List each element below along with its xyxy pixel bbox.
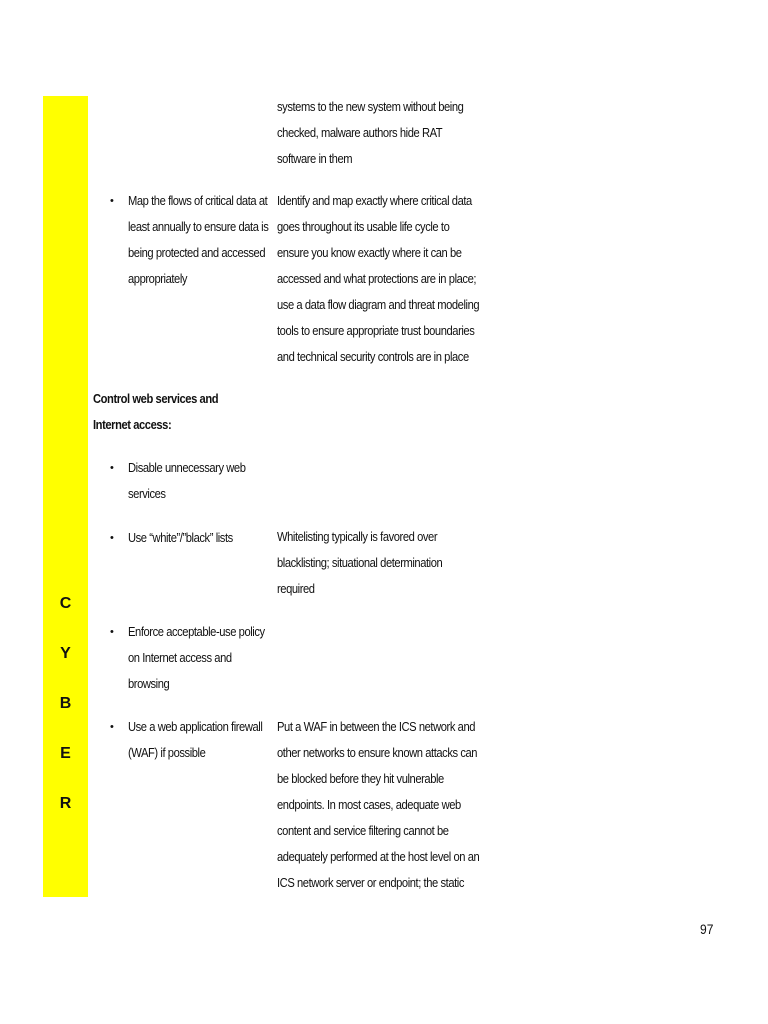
- cyber-sidebar: [43, 96, 88, 897]
- sidebar-letter-y: Y: [60, 645, 71, 662]
- sidebar-letters: [43, 594, 88, 844]
- continuation-description: systems to the new system without being checked, malware authors hide RAT software in them: [277, 99, 464, 166]
- lists-action: Use “white”/”black” lists: [128, 530, 233, 545]
- bullet-icon: •: [110, 626, 114, 638]
- map-flows-description: Identify and map exactly where critical data goes throughout its usable life cycle to ensure you know exactly where it can be accessed and what protections are in place; use a data flow diagram and threat modeling tools to ensure appropriate trust boundaries and technical security controls are in place: [277, 193, 480, 364]
- map-flows-action: Map the flows of critical data at least annually to ensure data is being protected and accessed appropriately: [128, 193, 269, 286]
- sidebar-letter-b: B: [59, 695, 72, 712]
- waf-description: Put a WAF in between the ICS network and other networks to ensure known attacks can be blocked before they hit vulnerable endpoints. In most cases, adequate web content and service filtering cannot be adequately performed at the host level on an ICS network server or endpoint; the static: [277, 719, 480, 890]
- lists-description: Whitelisting typically is favored over blacklisting; situational determination required: [277, 529, 443, 596]
- waf-action: Use a web application firewall (WAF) if possible: [128, 719, 263, 760]
- sidebar-letter-r: R: [59, 795, 72, 812]
- bullet-icon: •: [110, 462, 114, 474]
- sidebar-letter-c: C: [59, 595, 72, 612]
- bullet-icon: •: [110, 195, 114, 207]
- page-number: 97: [700, 921, 714, 937]
- section-heading: Control web services and Internet access:: [93, 391, 219, 432]
- bullet-icon: •: [110, 532, 114, 544]
- sidebar-letter-e: E: [60, 745, 71, 762]
- bullet-icon: •: [110, 721, 114, 733]
- policy-action: Enforce acceptable-use policy on Internet access and browsing: [128, 624, 265, 691]
- disable-web-action: Disable unnecessary web services: [128, 460, 246, 501]
